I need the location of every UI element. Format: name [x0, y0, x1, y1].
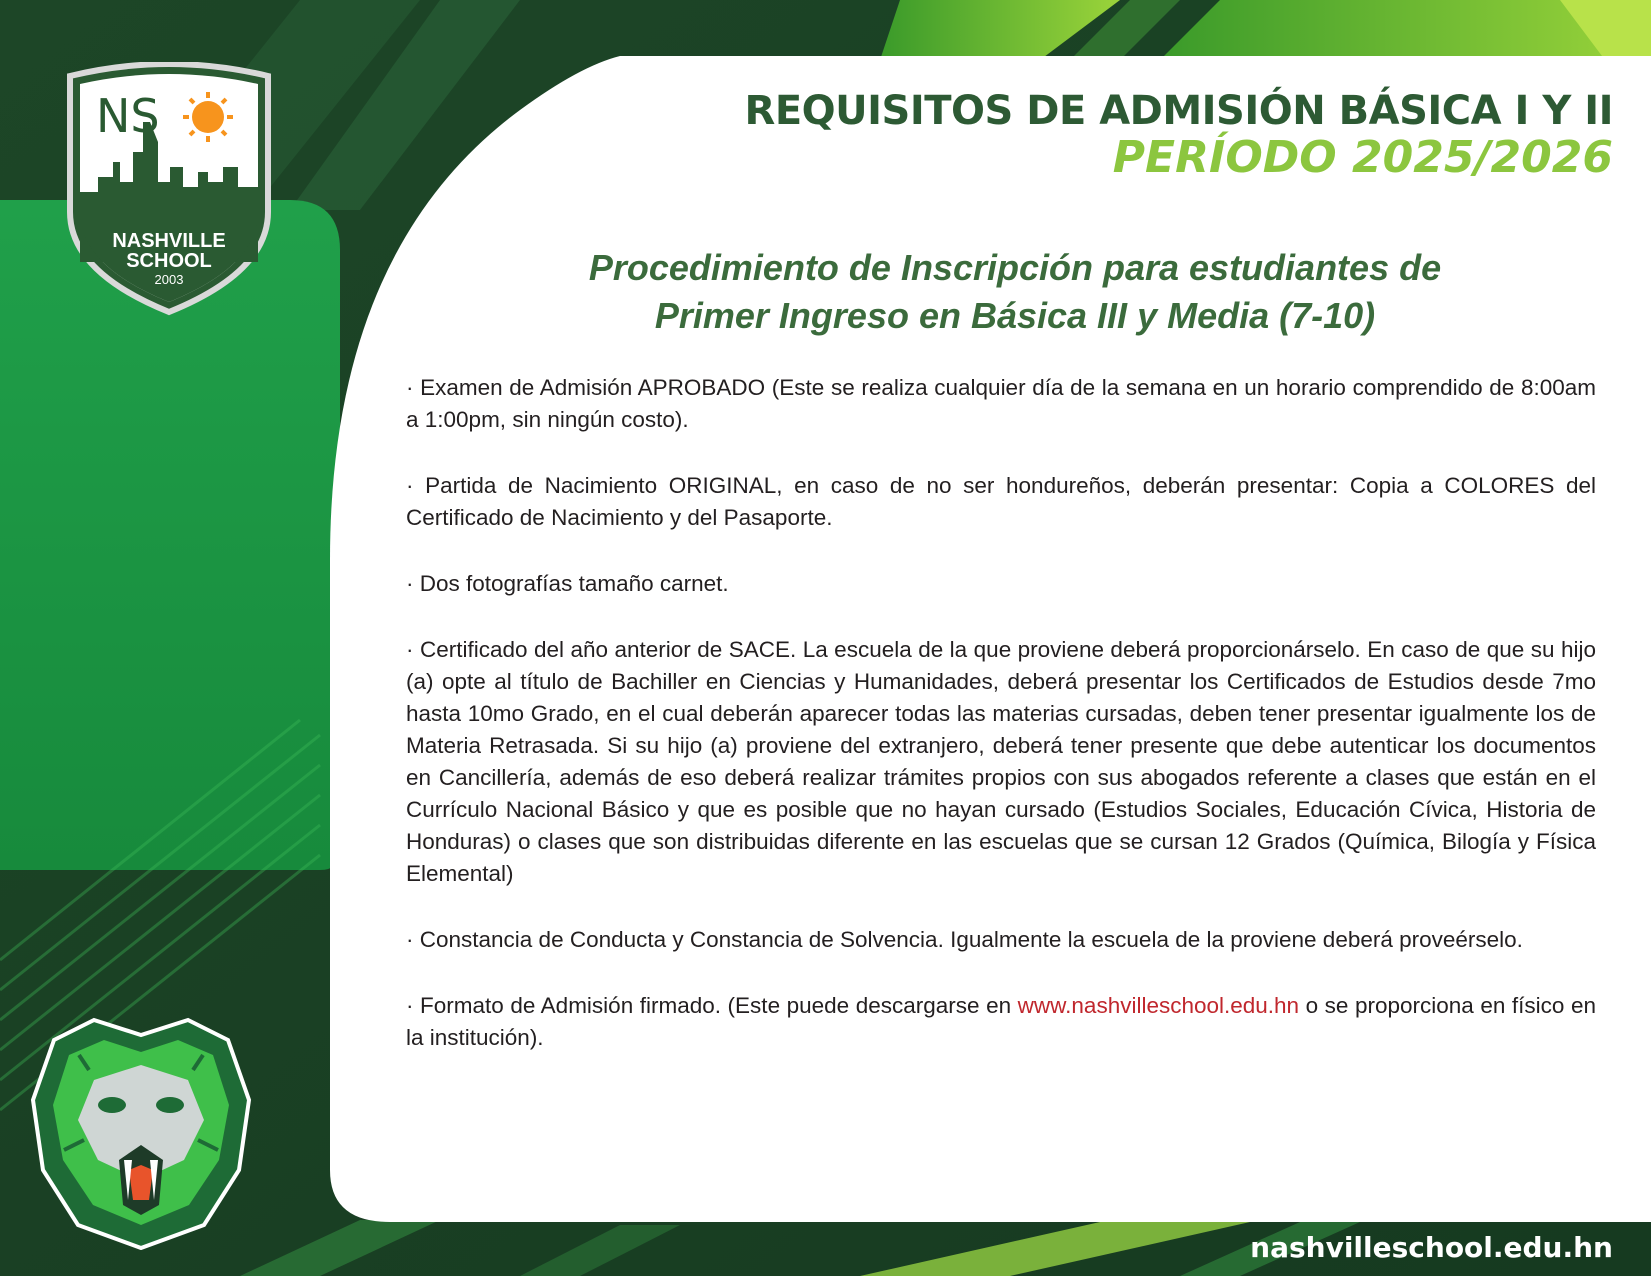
footer-website: nashvilleschool.edu.hn [1250, 1231, 1613, 1264]
requirement-admission-form [406, 990, 1596, 1054]
admission-form-text-after: o se proporciona en físico en la institución). [406, 993, 1596, 1050]
requirement-conduct-solvency: · Constancia de Conducta y Constancia de Solvencia. Igualmente la escuela de la proviene deberá proveérselo. [406, 927, 1523, 952]
page-title: REQUISITOS DE ADMISIÓN BÁSICA I Y II [744, 88, 1613, 134]
admission-form-text-before: · Formato de Admisión firmado. (Este puede descargarse en [406, 993, 1018, 1018]
requirement-admission-exam: · Examen de Admisión APROBADO (Este se realiza cualquier día de la semana en un horario comprendido de 8:00am a 1:00pm, sin ningún costo). [406, 375, 1596, 432]
procedure-subtitle-line1: Procedimiento de Inscripción para estudiantes de [588, 247, 1442, 288]
procedure-subtitle-line2: Primer Ingreso en Básica III y Media (7-10) [654, 295, 1376, 336]
requirement-sace-certificate: · Certificado del año anterior de SACE. La escuela de la que proviene deberá proporcionárselo. En caso de que su hijo (a) opte al título de Bachiller en Ciencias y Humanidades, deberá presentar los Certificados de Estudios desde 7mo hasta 10mo Grado, en el cual deberán aparecer todas las materias cursadas, deben tener presentar igualmente los de Materia Retrasada. Si su hijo (a) proviene del extranjero, deberá tener presente que debe autenticar los documentos en Cancillería, además de eso deberá realizar trámites propios con sus abogados referente a clases que están en el Currículo Nacional Básico y que es posible que no hayan cursado (Estudios Sociales, Educación Cívica, Historia de Honduras) o clases que son distribuidas diferente en las escuelas que se cursan 12 Grados (Química, Bilogía y Física Elemental) [406, 637, 1596, 886]
website-link[interactable]: www.nashvilleschool.edu.hn [1017, 993, 1300, 1018]
requirements-list [406, 372, 1596, 1088]
svg-text:NS: NS [96, 89, 160, 143]
logo-name-line2: SCHOOL [126, 250, 212, 272]
logo-name-line1: NASHVILLE [112, 230, 226, 252]
requirement-birth-certificate: · Partida de Nacimiento ORIGINAL, en caso de no ser hondureños, deberán presentar: Copia a COLORES del Certificado de Nacimiento y del Pasaporte. [406, 473, 1596, 530]
tiger-mascot-icon [24, 1010, 258, 1250]
period-title: PERÍODO 2025/2026 [1112, 132, 1613, 183]
logo-year: 2003 [154, 272, 184, 287]
requirement-photos: · Dos fotografías tamaño carnet. [406, 571, 729, 596]
